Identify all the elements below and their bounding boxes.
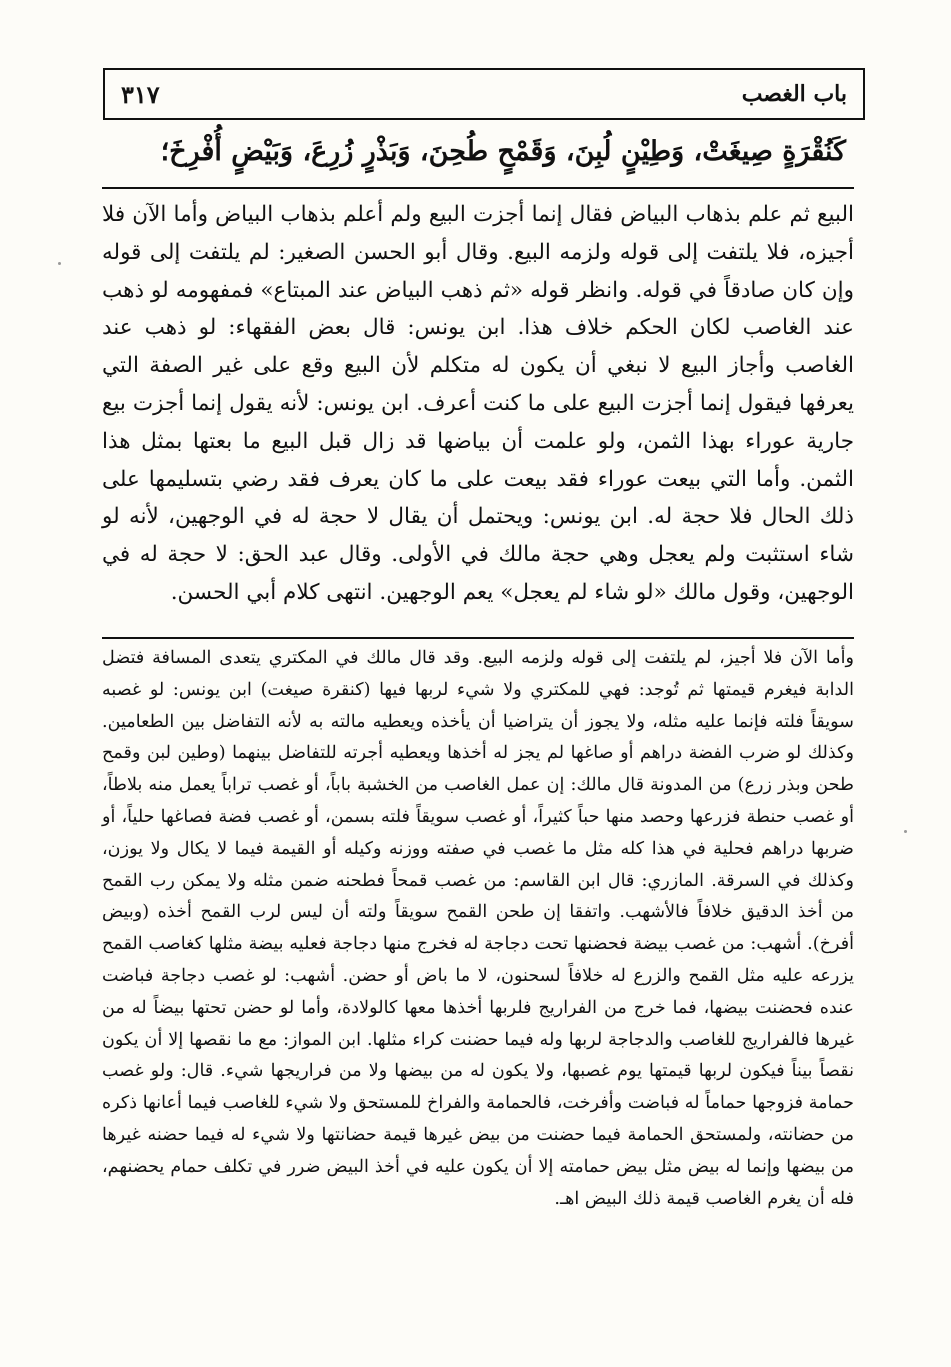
scan-speck [904,830,907,833]
page-header [103,68,865,120]
commentary-paragraph: البيع ثم علم بذهاب البياض فقال إنما أجزت البيع ولم أعلم بذهاب البياض وأما الآن فلا أجيزه، فلا يلتفت إلى قوله ولزمه البيع. وقال أبو الحسن الصغير: لم يلتفت إلى قوله وإن كان صادقاً في قوله. وانظر قوله «ثم ذهب البياض عند المبتاع» فمفهومه لو ذهب عند الغاصب لكان الحكم خلاف هذا. ابن يونس: قال بعض الفقهاء: لو ذهب عند الغاصب وأجاز البيع لا نبغي أن يكون له متكلم لأن البيع وقع على غير الصفة التي يعرفها فيقول إنما أجزت البيع على ما كنت أعرف. ابن يونس: لأنه يقول إنما أجزت بيع جارية عوراء بهذا الثمن، ولو علمت أن بياضها قد زال قبل البيع ما بعتها بمثل هذا الثمن. وأما التي بيعت عوراء فقد بيعت على ما كان يعرف فقد رضي بتسليمها على ذلك الحال فلا حجة له. ابن يونس: ويحتمل أن يقال لا حجة له في الوجهين، لأنه لو شاء استثبت ولم يعجل وهي حجة مالك في الأولى. وقال عبد الحق: لا حجة له في الوجهين، وقول مالك «لو شاء لم يعجل» يعم الوجهين. انتهى كلام أبي الحسن. [102,202,854,605]
page-number: ٣١٧ [121,79,160,109]
section-divider-footnote [102,637,854,639]
footnote-paragraph: وأما الآن فلا أجيز، لم يلتفت إلى قوله ولزمه البيع. وقد قال مالك في المكتري يتعدى المسافة فتضل الدابة فيغرم قيمتها ثم تُوجد: فهي للمكتري ولا شيء لربها فيها (كنقرة صيغت) ابن يونس: لو غصبه سويقاً فلته فإنما عليه مثله، ولا يجوز أن يتراضيا أن يأخذه ويعطيه مالته به لأنه التفاضل بين الطعامين. وكذلك لو ضرب الفضة دراهم أو صاغها لم يجز له أخذها ويعطيه أجرته للتفاضل بينهما (وطين لبن وقمح طحن وبذر زرع) من المدونة قال مالك: إن عمل الغاصب من الخشبة باباً، أو غصب تراباً يعمل منه بلاطاً، أو غصب حنطة فزرعها وحصد منها حباً كثيراً، أو غصب سويقاً فلته بسمن، أو غصب فضة فصاغها حلياً، أو ضربها دراهم فحلية في هذا كله مثل ما غصب في صفته ووزنه وكيله أو القيمة فيما لا يكال ولا يوزن، وكذلك في السرقة. المازري: قال ابن القاسم: من غصب قمحاً فطحنه ضمن مثله ولا يمكن رب القمح من أخذ الدقيق خلافاً فالأشهب. واتفقا إن طحن القمح سويقاً ولته أن ليس لرب القمح أخذه (وبيض أفرخ). أشهب: من غصب بيضة فحضنها تحت دجاجة له فخرج منها دجاجة فعليه بيضة مثلها كغاصب القمح يزرعه عليه مثل القمح والزرع له خلافاً لسحنون، لا ما باض أو حضن. أشهب: لو غصب دجاجة فباضت عنده فحضنت بيضها، فما خرج من الفراريج فلربها أخذها معها كالولادة، وأما لو حضن تحتها بيضاً له من غيرها فالفراريج للغاصب والدجاجة لربها وله فيما حضنت كراء مثلها. ابن المواز: مع ما نقصها إلا أن يكون نقصاً بيناً فيكون لربها قيمتها يوم غصبها، ولا يكون له من بيضها ولا من فراريجها شيء. قال: ولو غصب حمامة فزوجها حماماً له فباضت وأفرخت، فالحمامة والفراخ للمستحق ولا شيء للغاصب فيما أعانها ذكره من حضانته، ولمستحق الحمامة فيما حضنت من بيض غيرها قيمة حضانتها ولا شيء له فيما حضنه غيرها من بيضها وإنما له بيض مثل بيض حمامته إلا أن يكون عليه في أخذ البيض ضرر في تكلف حمام يحضنهم، فله أن يغرم الغاصب قيمة ذلك البيض اهـ. [102,648,854,1209]
commentary-body [102,196,854,612]
matn-text: كَنُقْرَةٍ صِيغَتْ، وَطِيْنٍ لُبِنَ، وَقَمْحٍ طُحِنَ، وَبَذْرٍ زُرِعَ، وَبَيْضٍ أُفْرِخَ؛ [160,136,846,167]
scan-speck [58,262,61,265]
footnote-body [102,643,854,1215]
chapter-title: باب الغصب [741,81,847,107]
section-divider-top [102,187,854,189]
